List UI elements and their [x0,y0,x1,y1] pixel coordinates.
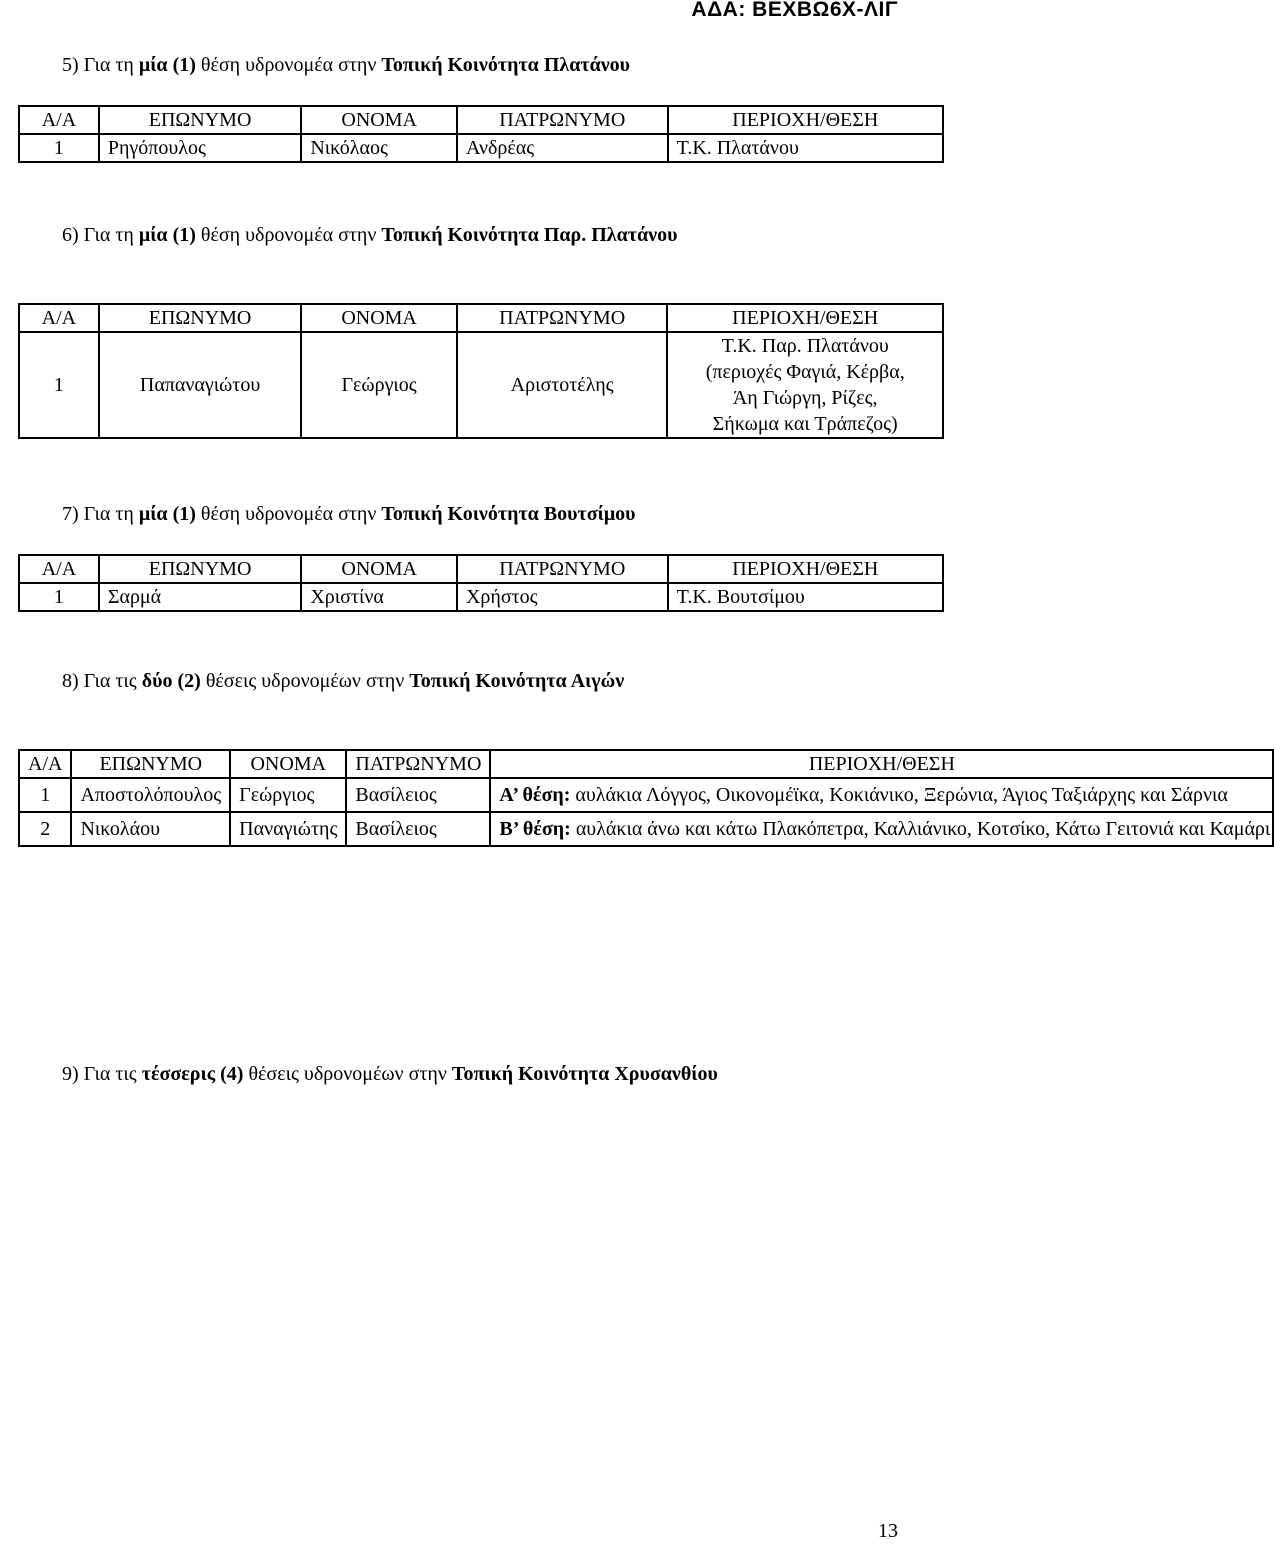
cell-aa: 1 [19,778,71,812]
col-name: ΟΝΟΜΑ [301,304,457,332]
col-aa: Α/Α [19,106,99,134]
table-section-7 [18,554,944,612]
section-5-heading: 5) Για τη μία (1) θέση υδρονομέα στην Τοπική Κοινότητα Πλατάνου [62,54,631,76]
cell-father: Αριστοτέλης [457,332,668,438]
cell-father: Ανδρέας [457,134,668,162]
cell-area: Τ.Κ. Πλατάνου [668,134,943,162]
table-row [19,812,1273,846]
col-aa: Α/Α [19,555,99,583]
col-father: ΠΑΤΡΩΝΥΜΟ [346,750,490,778]
cell-name: Γεώργιος [301,332,457,438]
cell-surname: Ρηγόπουλος [99,134,302,162]
col-surname: ΕΠΩΝΥΜΟ [99,106,302,134]
cell-father: Βασίλειος [346,812,490,846]
table-section-6 [18,303,944,439]
cell-aa: 1 [19,134,99,162]
table-header-row [19,304,943,332]
cell-area [490,812,1273,846]
section-8-heading: 8) Για τις δύο (2) θέσεις υδρονομέων στην Τοπική Κοινότητα Αιγών [62,670,625,692]
col-surname: ΕΠΩΝΥΜΟ [99,304,302,332]
table-row [19,134,943,162]
table-section-5 [18,105,944,163]
area-line: Άη Γιώργη, Ρίζες, [732,387,878,409]
area-line: Σήκωμα και Τράπεζος) [712,413,898,435]
col-surname: ΕΠΩΝΥΜΟ [99,555,302,583]
ada-code: ΑΔΑ: ΒΕΧΒΩ6Χ-ΛΙΓ [691,0,898,21]
area-label: Α’ θέση: [499,784,571,806]
col-father: ΠΑΤΡΩΝΥΜΟ [457,555,668,583]
cell-surname: Παπαναγιώτου [99,332,302,438]
table-row [19,332,943,438]
cell-surname: Σαρμά [99,583,302,611]
cell-surname: Νικολάου [71,812,230,846]
table-header-row [19,555,943,583]
col-area: ΠΕΡΙΟΧΗ/ΘΕΣΗ [667,304,943,332]
col-aa: Α/Α [19,304,99,332]
cell-name: Νικόλαος [301,134,457,162]
section-6-heading: 6) Για τη μία (1) θέση υδρονομέα στην Τοπική Κοινότητα Παρ. Πλατάνου [62,224,678,246]
cell-area: Τ.Κ. Βουτσίμου [668,583,943,611]
cell-name: Παναγιώτης [230,812,346,846]
col-area: ΠΕΡΙΟΧΗ/ΘΕΣΗ [668,106,943,134]
table-row [19,778,1273,812]
section-7-heading: 7) Για τη μία (1) θέση υδρονομέα στην Τοπική Κοινότητα Βουτσίμου [62,503,636,525]
col-father: ΠΑΤΡΩΝΥΜΟ [457,304,668,332]
cell-surname: Αποστολόπουλος [71,778,230,812]
col-area: ΠΕΡΙΟΧΗ/ΘΕΣΗ [490,750,1273,778]
cell-name: Χριστίνα [301,583,457,611]
cell-aa: 1 [19,583,99,611]
cell-area [490,778,1273,812]
cell-aa: 1 [19,332,99,438]
col-name: ΟΝΟΜΑ [230,750,346,778]
table-row [19,583,943,611]
table-header-row [19,106,943,134]
col-name: ΟΝΟΜΑ [301,555,457,583]
section-9-heading: 9) Για τις τέσσερις (4) θέσεις υδρονομέων στην Τοπική Κοινότητα Χρυσανθίου [62,1063,718,1085]
cell-aa: 2 [19,812,71,846]
col-aa: Α/Α [19,750,71,778]
cell-father: Βασίλειος [346,778,490,812]
col-surname: ΕΠΩΝΥΜΟ [71,750,230,778]
col-father: ΠΑΤΡΩΝΥΜΟ [457,106,668,134]
area-text: αυλάκια Λόγγος, Οικονομέϊκα, Κοκιάνικο, Ξερώνια, Άγιος Ταξιάρχης και Σάρνια [570,784,1228,806]
table-header-row [19,750,1273,778]
cell-area [667,332,943,438]
area-label: Β’ θέση: [499,818,571,840]
col-name: ΟΝΟΜΑ [301,106,457,134]
area-line: (περιοχές Φαγιά, Κέρβα, [705,361,905,383]
area-text: αυλάκια άνω και κάτω Πλακόπετρα, Καλλιάνικο, Κοτσίκο, Κάτω Γειτονιά και Καμάρι [570,818,1271,840]
page-number: 13 [878,1520,898,1542]
cell-name: Γεώργιος [230,778,346,812]
cell-father: Χρήστος [457,583,668,611]
area-line: Τ.Κ. Παρ. Πλατάνου [721,335,889,357]
col-area: ΠΕΡΙΟΧΗ/ΘΕΣΗ [668,555,943,583]
table-section-8 [18,749,1274,847]
